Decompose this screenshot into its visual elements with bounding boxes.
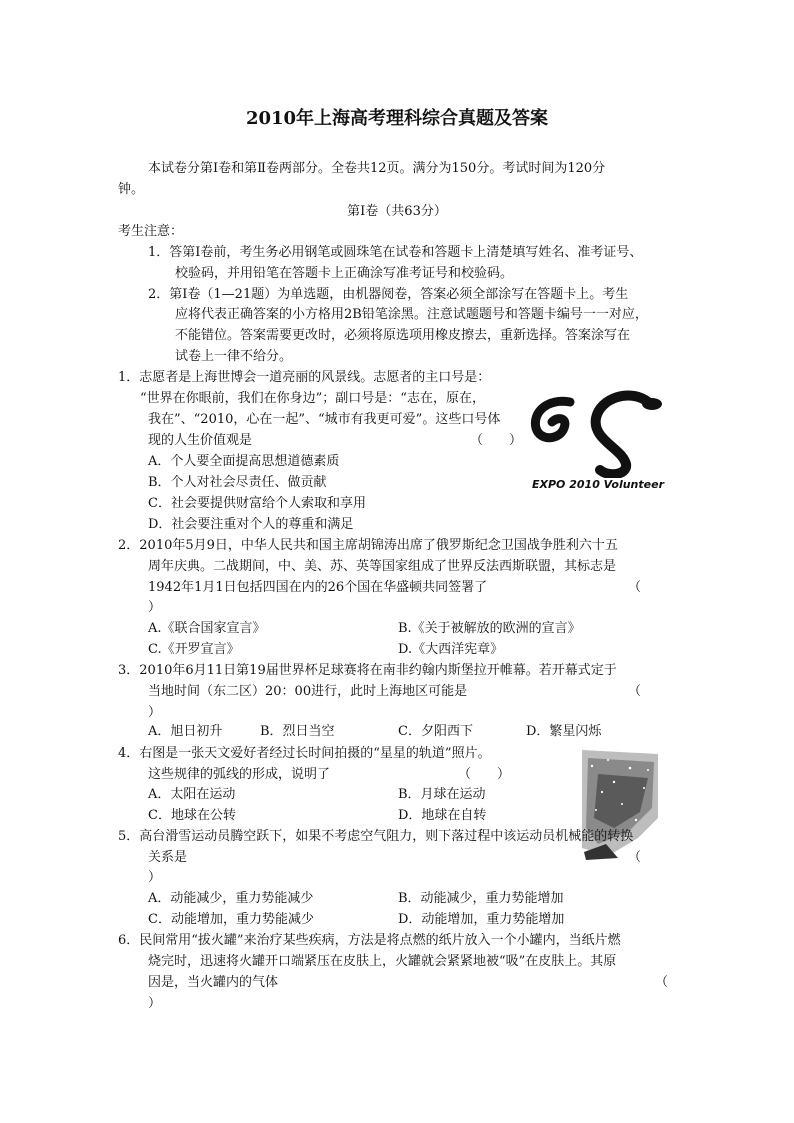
notes-label: 考生注意： — [118, 224, 184, 239]
answer-paren: ） — [148, 600, 162, 615]
note-line: 不能错位。答案需要更改时，必须将原选项用橡皮擦去，重新选择。答案涂写在 — [175, 328, 631, 343]
option-a: A.《联合国家宣言》 — [148, 621, 266, 636]
option-b: B.《关于被解放的欧洲的宣言》 — [398, 621, 581, 636]
option-c: C．社会要提供财富给个人索取和享用 — [148, 496, 366, 511]
option-d: D.《大西洋宪章》 — [398, 642, 504, 657]
question-3-stem: 当地时间（东二区）20：00进行，此时上海地区可能是 — [148, 684, 468, 699]
intro-line: 钟。 — [118, 182, 145, 197]
option-c: C．动能增加，重力势能减少 — [148, 912, 314, 927]
section-heading: 第Ⅰ卷（共63分） — [347, 204, 447, 219]
question-5-stem: 关系是 — [148, 850, 188, 865]
question-4-stem: 4．右图是一张天文爱好者经过长时间拍摄的“星星的轨道”照片。 — [118, 746, 491, 761]
answer-paren: （ — [628, 684, 642, 699]
question-3-stem: 3．2010年6月11日第19届世界杯足球赛将在南非约翰内斯堡拉开帷幕。若开幕式定于 — [118, 663, 617, 678]
note-line: 1．答第Ⅰ卷前，考生务必用钢笔或圆珠笔在试卷和答题卡上清楚填写姓名、准考证号、 — [148, 245, 643, 260]
option-a: A．太阳在运动 — [148, 787, 236, 802]
question-4-stem: 这些规律的弧线的形成，说明了 — [148, 767, 331, 782]
option-b: B．个人对社会尽责任、做贡献 — [148, 475, 327, 490]
question-1-stem: 我在”、“2010，心在一起”、“城市有我更可爱”。这些口号体 — [148, 412, 501, 427]
option-b: B．动能减少，重力势能增加 — [398, 891, 564, 906]
option-a: A．动能减少，重力势能减少 — [148, 891, 314, 906]
note-line: 校验码，并用铅笔在答题卡上正确涂写准考证号和校验码。 — [175, 266, 514, 281]
option-c: C．夕阳西下 — [398, 724, 473, 739]
expo-volunteer-logo — [530, 388, 670, 498]
answer-paren: （ ） — [470, 433, 523, 448]
question-2-stem: 周年庆典。二战期间，中、美、苏、英等国家组成了世界反法西斯联盟，其标志是 — [148, 559, 617, 574]
option-c: C.《开罗宣言》 — [148, 642, 240, 657]
option-c: C．地球在公转 — [148, 808, 236, 823]
logo-caption: EXPO 2010 Volunteer — [532, 478, 664, 491]
page-title: 2010年上海高考理科综合真题及答案 — [245, 108, 549, 129]
answer-paren: ） — [148, 705, 162, 720]
note-line: 2．第Ⅰ卷（1—21题）为单选题，由机器阅卷，答案必须全部涂写在答题卡上。考生 — [148, 287, 629, 302]
question-2-stem: 2．2010年5月9日，中华人民共和国主席胡锦涛出席了俄罗斯纪念卫国战争胜利六十五 — [118, 538, 618, 553]
question-6-stem: 6．民间常用“拔火罐”来治疗某些疾病，方法是将点燃的纸片放入一个小罐内，当纸片燃 — [118, 933, 621, 948]
question-1-stem: “世界在你眼前，我们在你身边”；副口号是：“志在，原在， — [140, 391, 485, 406]
question-2-stem: 1942年1月1日包括四国在内的26个国在华盛顿共同签署了 — [148, 580, 488, 595]
option-a: A．个人要全面提高思想道德素质 — [148, 454, 340, 469]
question-5-stem: 5．高台滑雪运动员腾空跃下，如果不考虑空气阻力，则下落过程中该运动员机械能的转换 — [118, 829, 634, 844]
option-b: B．烈日当空 — [260, 724, 335, 739]
intro-line: 本试卷分第Ⅰ卷和第Ⅱ卷两部分。全卷共12页。满分为150分。考试时间为120分 — [148, 161, 606, 176]
note-line: 应将代表正确答案的小方格用2B铅笔涂黑。注意试题题号和答题卡编号一一对应， — [175, 307, 648, 322]
answer-paren: （ — [628, 850, 642, 865]
option-d: D．社会要注重对个人的尊重和满足 — [148, 517, 354, 532]
answer-paren: （ ） — [458, 767, 511, 782]
answer-paren: （ — [655, 975, 669, 990]
answer-paren: （ — [628, 580, 642, 595]
option-a: A．旭日初升 — [148, 724, 223, 739]
question-1-stem: 现的人生价值观是 — [148, 433, 253, 448]
answer-paren: ） — [148, 870, 162, 885]
question-1-stem: 1．志愿者是上海世博会一道亮丽的风景线。志愿者的主口号是： — [118, 370, 491, 385]
question-6-stem: 烧完时，迅速将火罐开口端紧压在皮肤上，火罐就会紧紧地被“吸”在皮肤上。其原 — [148, 954, 617, 969]
option-d: D．动能增加，重力势能增加 — [398, 912, 565, 927]
option-d: D．地球在自转 — [398, 808, 487, 823]
option-d: D．繁星闪烁 — [526, 724, 602, 739]
expo-logo-icon — [530, 388, 670, 478]
note-line: 试卷上一律不给分。 — [175, 349, 293, 364]
question-6-stem: 因是，当火罐内的气体 — [148, 975, 279, 990]
answer-paren: ） — [148, 996, 162, 1011]
option-b: B．月球在运动 — [398, 787, 486, 802]
